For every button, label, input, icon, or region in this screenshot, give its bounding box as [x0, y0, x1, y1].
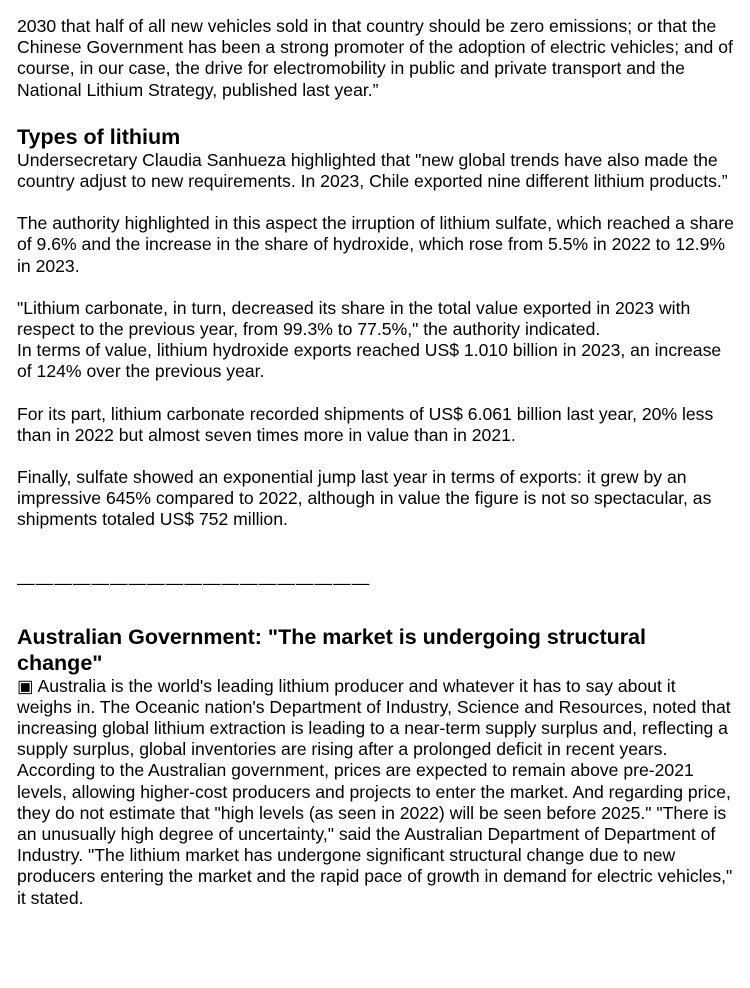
paragraph-australia: ▣ Australia is the world's leading lithium producer and whatever it has to say about it weighs in. The Oceanic nation's Department of Industry, Science and Resources, noted that increasing global lithium extraction is leading to a near-term supply surplus and, reflecting a supply surplus, global inventories are rising after a prolonged deficit in recent years. According to the Australian government, prices are expected to remain above pre-2021 levels, allowing higher-cost producers and projects to enter the market. And regarding price, they do not estimate that "high levels (as seen in 2022) will be seen before 2025." "There is an unusually high degree of uncertainty," said the Australian Department of Department of Industry. "The lithium market has undergone significant structural change due to new producers entering the market and the rapid pace of growth in demand for electric vehicles," it stated. [17, 675, 733, 908]
paragraph-sanhueza: Undersecretary Claudia Sanhueza highlighted that "new global trends have also made the country adjust to new requirements. In 2023, Chile exported nine different lithium products.” [17, 149, 728, 192]
paragraph-hydroxide-value: In terms of value, lithium hydroxide exports reached US$ 1.010 billion in 2023, an increase of 124% over the previous year. [17, 340, 722, 382]
section-heading-types-of-lithium: Types of lithium [17, 124, 181, 149]
paragraph-carbonate-shipments: For its part, lithium carbonate recorded shipments of US$ 6.061 billion last year, 20% less than in 2022 but almost seven times more in value than in 2021. [17, 403, 714, 445]
section-heading-australian-government: Australian Government: "The market is undergoing structural change" [17, 624, 647, 675]
section-divider: ——————————————————— [17, 572, 371, 593]
paragraph-sulfate-jump: Finally, sulfate showed an exponential jump last year in terms of exports: it grew by an impressive 645% compared to 2022, although in value the figure is not so spectacular, as shipments totaled US$ 752 million. [17, 467, 712, 530]
paragraph-carbonate-share: "Lithium carbonate, in turn, decreased its share in the total value exported in 2023 with respect to the previous year, from 99.3% to 77.5%," the authority indicated. [17, 297, 691, 340]
intro-paragraph: 2030 that half of all new vehicles sold in that country should be zero emissions; or that the Chinese Government has been a strong promoter of the adoption of electric vehicles; and of course, in our case, the drive for electromobility in public and private transport and the National Lithium Strategy, published last year.” [17, 16, 733, 100]
paragraph-sulfate-share: The authority highlighted in this aspect the irruption of lithium sulfate, which reached a share of 9.6% and the increase in the share of hydroxide, which rose from 5.5% in 2022 to 12.9% in 2023. [17, 213, 734, 276]
